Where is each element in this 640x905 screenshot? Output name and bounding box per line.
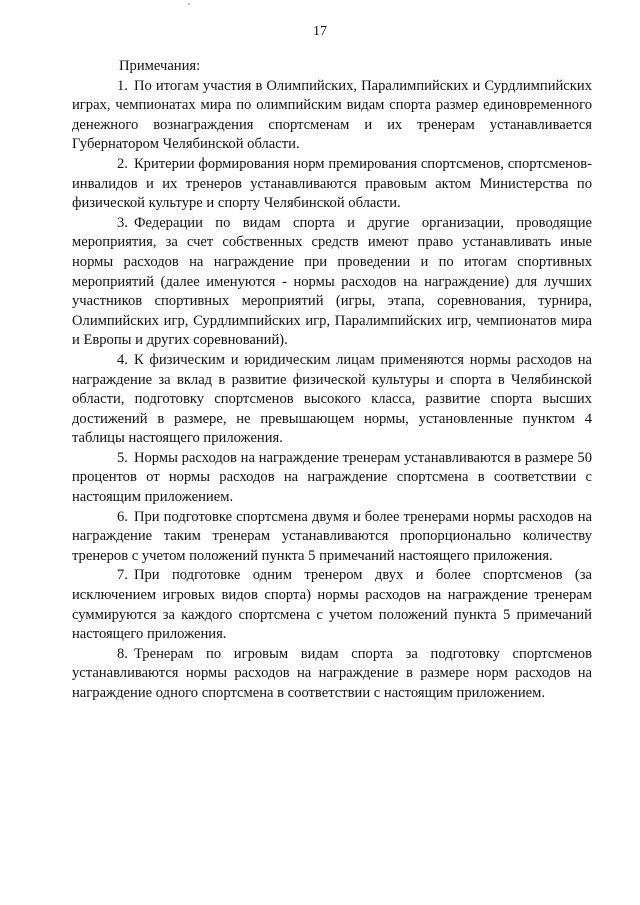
note-item-7 bbox=[72, 566, 592, 644]
note-item-2 bbox=[72, 155, 592, 214]
note-item-3 bbox=[72, 214, 592, 351]
note-number: 7. bbox=[117, 567, 128, 584]
note-item-4 bbox=[72, 351, 592, 449]
note-number: 8. bbox=[117, 645, 128, 662]
note-text: Критерии формирования норм премирования спортсменов, спортсменов-инвалидов и их тренеров устанавливаются правовым актом Министерства по физической культуре и спорту Челябинской области. bbox=[72, 155, 592, 212]
note-item-1 bbox=[72, 77, 592, 155]
notes-heading: Примечания: bbox=[119, 58, 201, 74]
note-number: 1. bbox=[117, 77, 128, 94]
note-item-5 bbox=[72, 449, 592, 508]
note-number: 5. bbox=[117, 449, 128, 466]
note-text: Федерации по видам спорта и другие организации, проводящие мероприятия, за счет собственных средств имеют право устанавливать иные нормы расходов на награждение при проведении и по итогам спортивных мероприятий (далее именуются - нормы расходов на награждение) для лучших участников спортивных мероприятий (игры, этапа, соревнования, турнира, Олимпийских игр, Сурдлимпийских игр, Паралимпийских игр, чемпионатов мира и Европы и других соревнований). bbox=[72, 214, 592, 349]
note-item-8 bbox=[72, 645, 592, 704]
note-text: К физическим и юридическим лицам применяются нормы расходов на награждение за вклад в развитие физической культуры и спорта в Челябинской области, подготовку спортсменов высокого класса, развитие спорта высших достижений в размере, не превышающем нормы, установленные пунктом 4 таблицы настоящего приложения. bbox=[72, 351, 592, 447]
note-number: 2. bbox=[117, 155, 128, 172]
page-number: 17 bbox=[313, 24, 327, 39]
note-number: 6. bbox=[117, 508, 128, 525]
note-text: Тренерам по игровым видам спорта за подготовку спортсменов устанавливаются нормы расходов на награждение в размере норм расходов на награждение одного спортсмена в соответствии с настоящим приложением. bbox=[72, 645, 592, 701]
notes-section bbox=[72, 57, 592, 704]
note-text: Нормы расходов на награждение тренерам устанавливаются в размере 50 процентов от нормы расходов на награждение спортсмена в соответствии с настоящим приложением. bbox=[72, 449, 592, 506]
note-text: По итогам участия в Олимпийских, Паралимпийских и Сурдлимпийских играх, чемпионатах мира по олимпийским видам спорта размер единовременного денежного вознаграждения спортсменам и их тренерам устанавливается Губернатором Челябинской области. bbox=[72, 77, 592, 153]
note-item-6 bbox=[72, 508, 592, 567]
note-text: При подготовке одним тренером двух и более спортсменов (за исключением игровых видов спорта) нормы расходов на награждение тренерам суммируются за каждого спортсмена с учетом положений пункта 5 примечаний настоящего приложения. bbox=[72, 567, 592, 643]
scan-dot bbox=[188, 3, 190, 5]
note-number: 4. bbox=[117, 351, 128, 368]
note-number: 3. bbox=[117, 214, 128, 231]
note-text: При подготовке спортсмена двумя и более тренерами нормы расходов на награждение таким тренерам устанавливаются пропорционально количеству тренеров с учетом положений пункта 5 примечаний настоящего приложения. bbox=[72, 508, 592, 564]
